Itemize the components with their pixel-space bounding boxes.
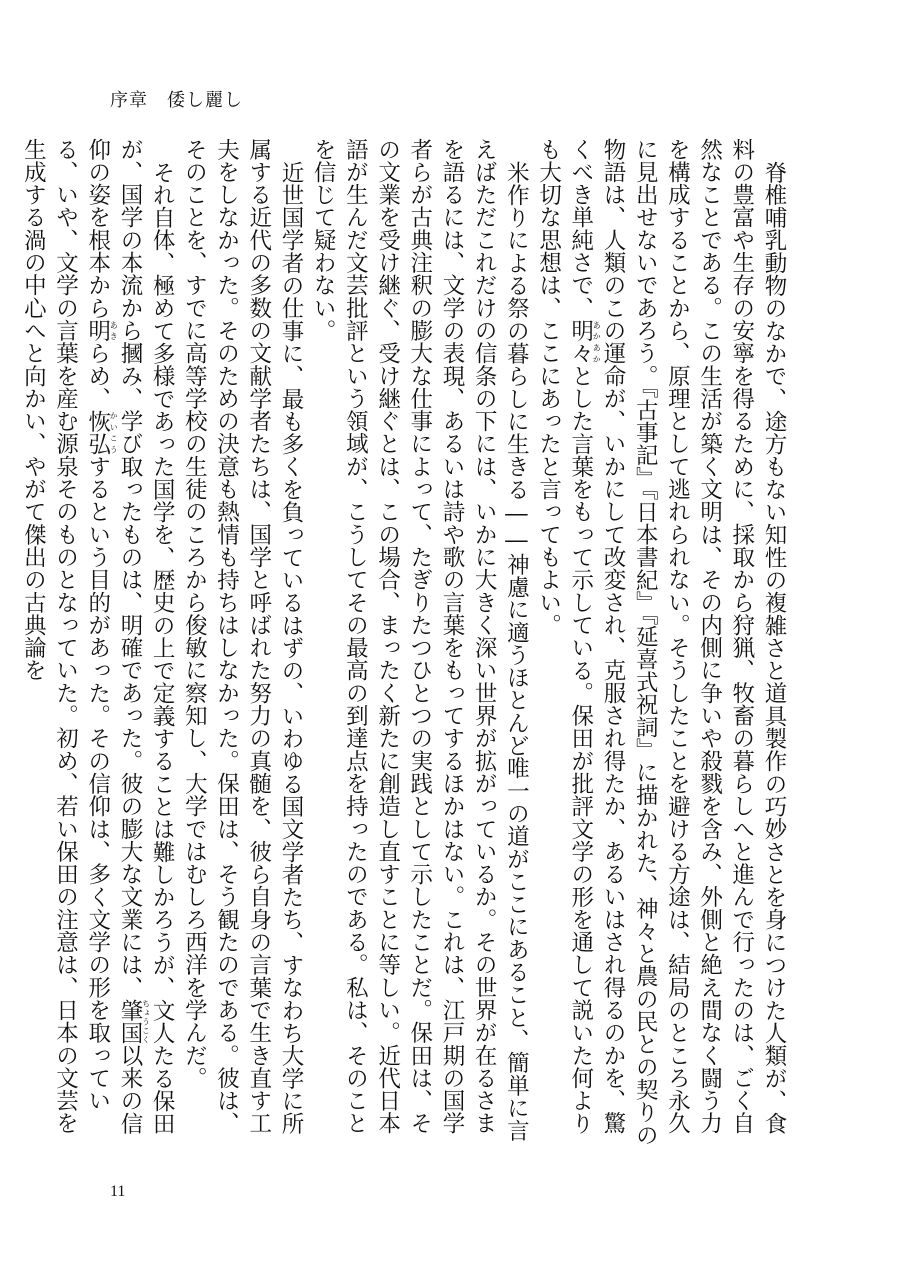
ruby-choukoku: 肇国ちょうこく — [116, 998, 151, 1045]
paragraph-1-text: 脊椎哺乳動物のなかで、途方もない知性の複雑さと道具製作の巧妙さとを身につけた人類が、食料の豊富や生存の安寧を得るために、採取から狩猟、牧畜の暮らしへと進んで行ったのは、ごく自然なことである。この生活が築く文明は、その内側に争いや殺戮を含み、外側と絶え間なく闘う力を構成することから、原理として逃れられない。そうしたことを避ける方途は、結局のところ永久に見出せないであろう。『古事記』『日本書紀』『延喜式祝詞』に描かれた、神々と農の民との契りの物語は、人類のこの運命が、いかにして改変され、克服され得たか、あるいはされ得るのかを、驚くべき単純さで、 — [567, 138, 787, 1147]
paragraph-4-head: それ自体、極めて多様であった国学を、歴史の上で定義することは難しかろうが、文人たる保田が、国学の本流から摑み、学び取ったものは、明確であった。彼の膨大な文業には、 — [116, 138, 176, 1135]
ruby-akaaka: 明々あかあか — [567, 319, 602, 365]
paragraph-4-mid2: らめ、 — [84, 341, 111, 410]
paragraph-4-tail: するという目的があった。その信仰は、多く文学の形を取っている、いや、文学の言葉を産む源泉そのものとなっていた。初め、若い保田の注意は、日本の文芸を生成する渦の中心へと向かい、やがて傑出の古典論を — [20, 138, 111, 1135]
paragraph-4-mid: 以来の信仰の姿を根本から — [84, 138, 143, 1135]
ruby-aki: 明あき — [84, 319, 119, 342]
vertical-body-text — [20, 138, 790, 1148]
paragraph-3: 近世国学者の仕事に、最も多くを負っているはずの、いわゆる国文学者たち、すなわち大学に所属する近代の多数の文献学者たちは、国学と呼ばれた努力の真髄を、彼ら自身の言葉で生き直す工夫をしなかった。そのための決意も熱情も持ちはしなかった。保田は、そう観たのである。彼は、そのことを、すでに高等学校の生徒のころから俊敏に察知し、大学ではむしろ西洋を学んだ。 — [181, 138, 304, 1135]
paragraph-4 — [17, 138, 178, 1148]
paragraph-2: 米作りによる祭の暮らしに生きる――神慮に適うほとんど唯一の道がここにあること、簡単に言えばただこれだけの信条の下には、いかに大きく深い世界が拡がっているか。その世界が在るさまを語るには、文学の表現、あるいは詩や歌の言葉をもってするほかはない。これは、江戸期の国学者らが古典注釈の膨大な仕事によって、たぎりたつひとつの実践として示したことだ。保田は、その文業を受け継ぐ、受け継ぐとは、この場合、まったく新たに創造し直すことに等しい。近代日本語が生んだ文芸批評という領域が、こうしてその最高の到達点を持ったのである。私は、そのことを信じて疑わない。 — [310, 138, 530, 1142]
ruby-kaikou: 恢弘かいこう — [84, 409, 119, 456]
page-number: 11 — [110, 1183, 126, 1200]
paragraph-1-tail: とした言葉をもって示している。保田が批評文学の形を通して説いた何よりも大切な思想は、ここにあったと言ってもよい。 — [535, 138, 594, 1135]
running-title: 序章 倭し麗し — [110, 90, 243, 111]
paragraph-1 — [532, 138, 790, 1148]
